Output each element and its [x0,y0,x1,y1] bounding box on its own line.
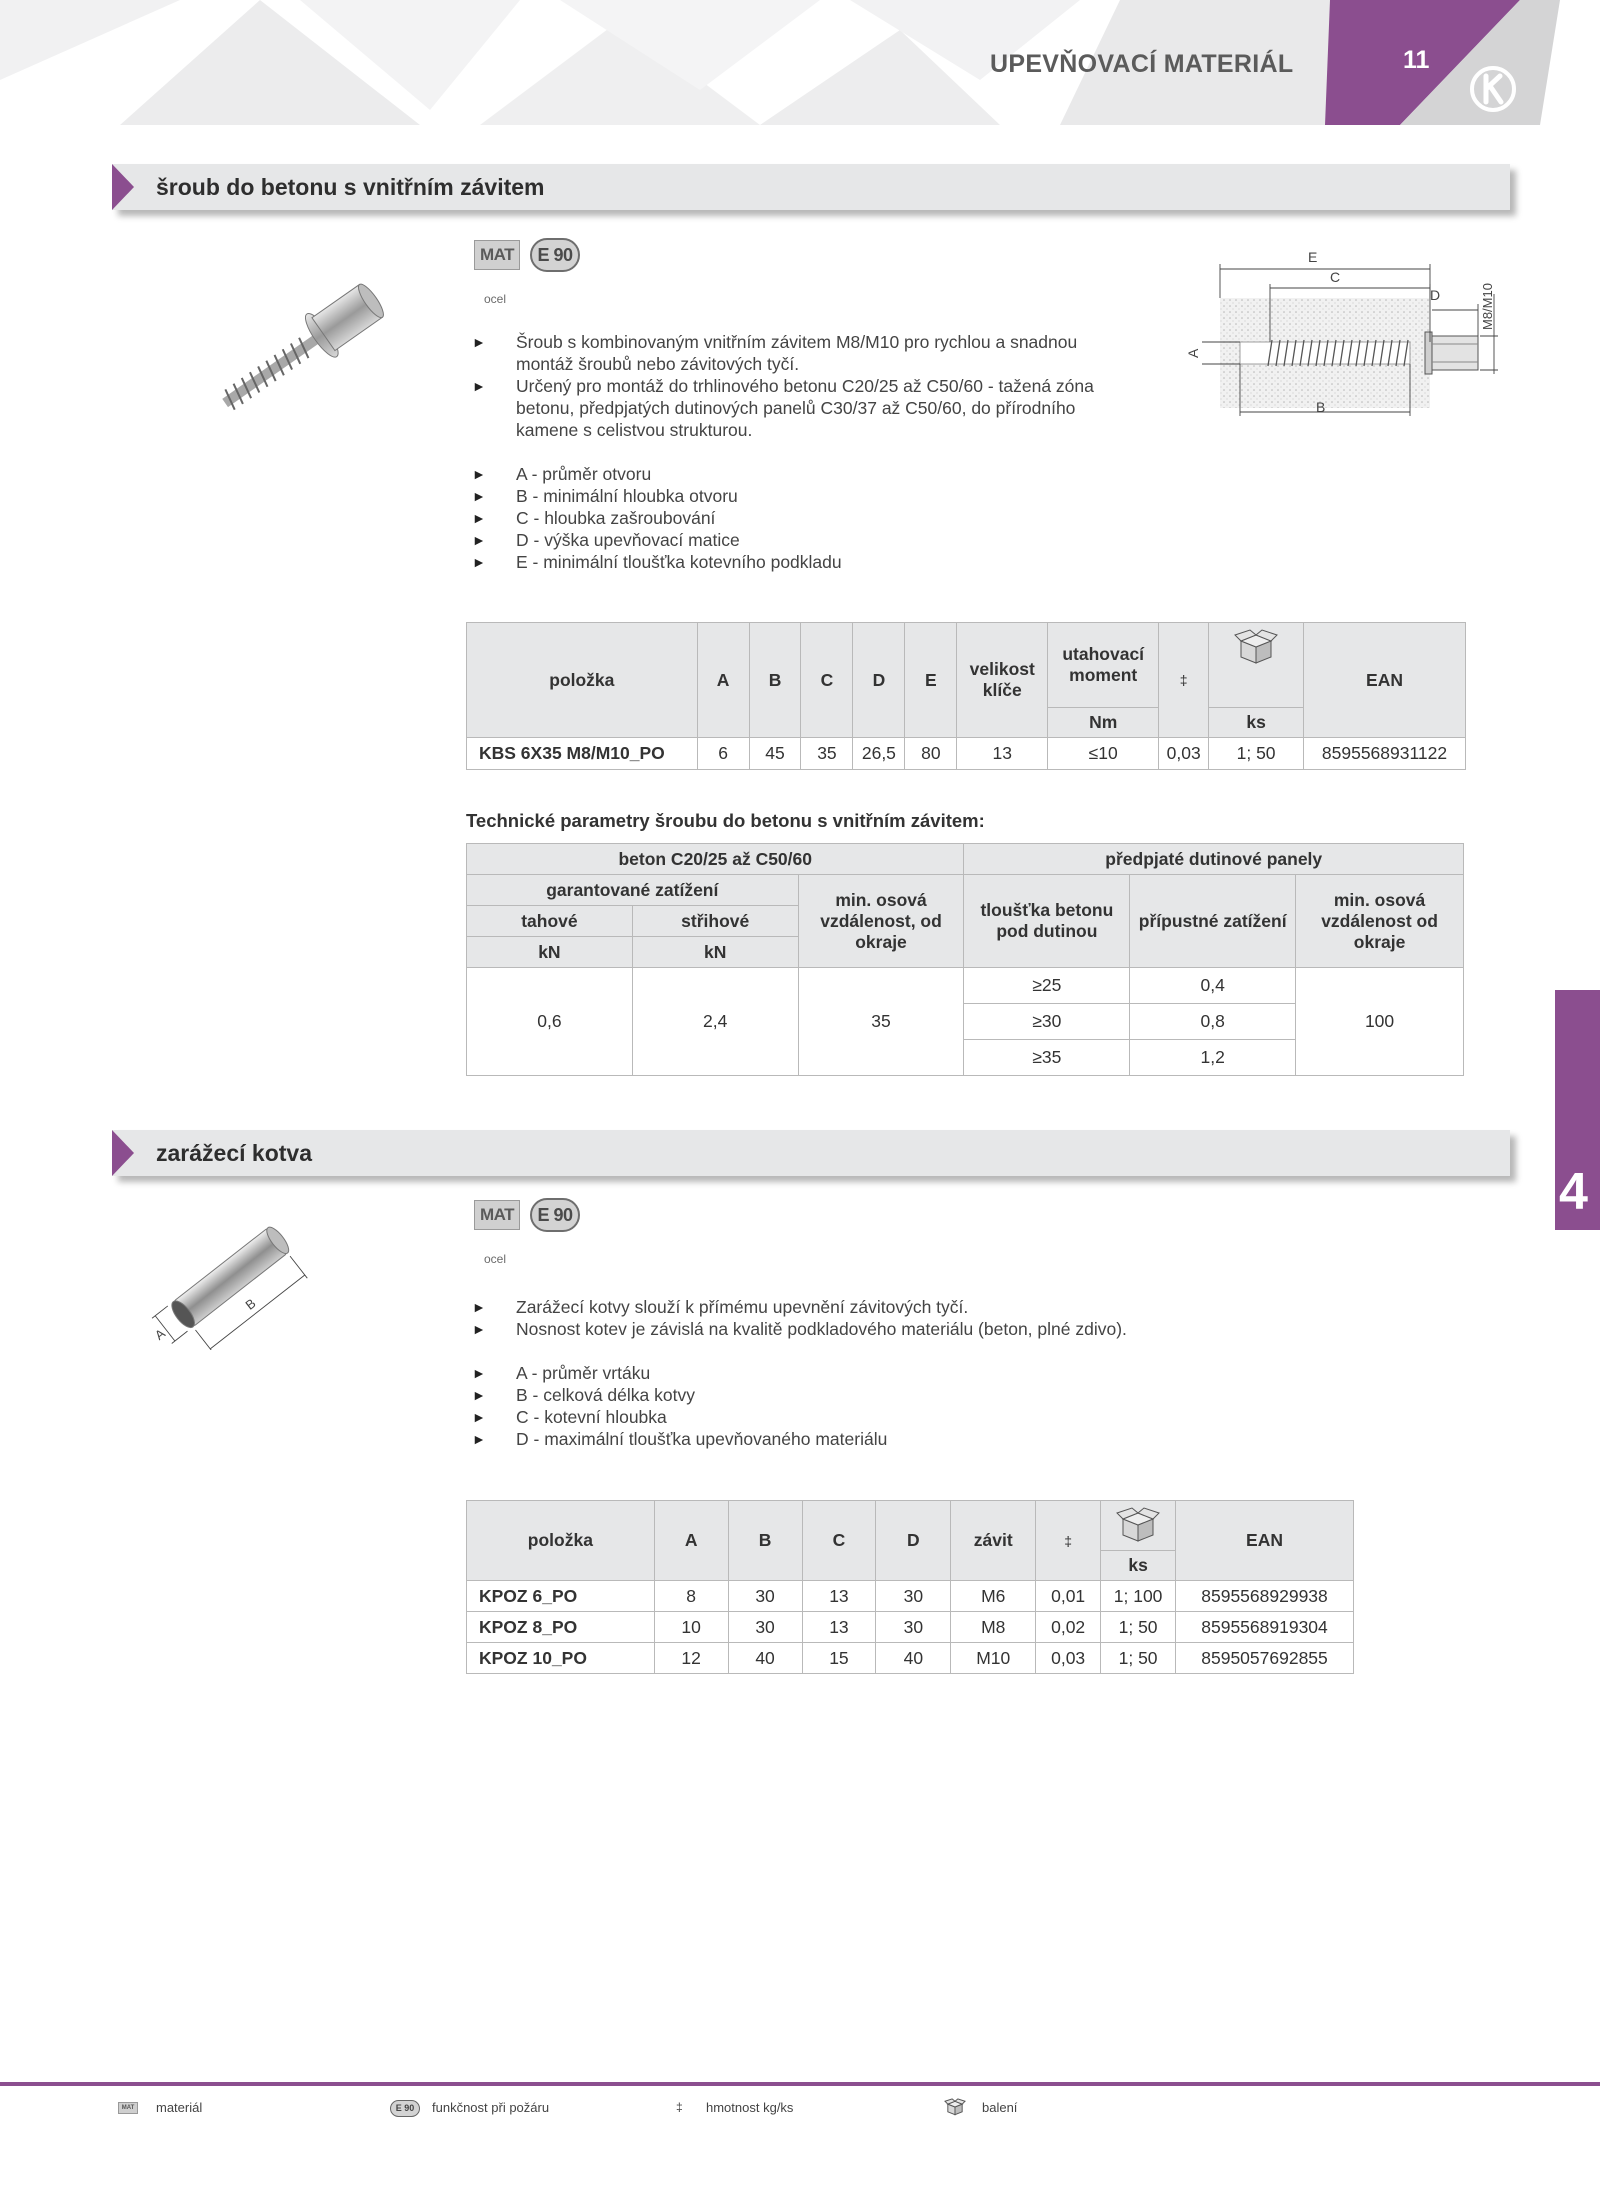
legend-item: ► C - kotevní hloubka [472,1406,1232,1428]
cell-weight: 0,03 [1159,738,1209,770]
diagram-label-thread: M8/M10 [1480,283,1495,330]
header-shear: střihové [632,906,798,937]
col-header-torque: utahovací moment [1048,623,1159,708]
cell-ean: 8595568931122 [1304,738,1466,770]
section-arrow [112,1130,134,1176]
legend-item: ► C - hloubka zašroubování [472,507,1152,529]
col-header-a: A [654,1501,728,1581]
description-list [472,331,1152,441]
table-row [467,1581,1354,1612]
section-arrow [112,164,134,210]
legend-item: ► D - maximální tloušťka upevňovaného materiálu [472,1428,1232,1450]
cell-pack: 1; 50 [1101,1612,1176,1643]
cell-tensile-value: 0,6 [467,968,633,1076]
legend-item: ► B - celková délka kotvy [472,1384,1232,1406]
description-item: ► Určený pro montáž do trhlinového betonu C20/25 až C50/60 - tažená zóna betonu, předpjatých dutinových panelů C30/37 až C50/60, do přírodního kamene s celistvou strukturou. [472,375,1152,441]
screw-dimension-diagram [1180,244,1510,429]
col-header-ean: EAN [1176,1501,1354,1581]
cell-item: KPOZ 8_PO [467,1612,655,1643]
col-header-pack [1101,1501,1176,1551]
box-icon [944,2098,966,2116]
cell-a: 6 [697,738,749,770]
box-icon [1115,1507,1161,1543]
product-table-anchor [466,1500,1354,1674]
header-unit-shear: kN [632,937,798,968]
table-row [467,1643,1354,1674]
cell-pack: 1; 50 [1209,738,1304,770]
section-bar [112,1130,1510,1176]
page-number: 11 [1403,46,1430,74]
cell-thread: M10 [951,1643,1036,1674]
footer-divider [0,2082,1600,2086]
cell-a: 10 [654,1612,728,1643]
cell-c: 35 [801,738,853,770]
legend-item: ► A - průměr vrtáku [472,1362,1232,1384]
anchor-label-b: B [242,1295,259,1313]
cell-pack: 1; 50 [1101,1643,1176,1674]
cell-min-axial-2-value: 100 [1296,968,1464,1076]
col-header-e: E [905,623,957,738]
legend-item: ► A - průměr otvoru [472,463,1152,485]
section-header-screw [112,164,1510,210]
chapter-tab [1555,990,1600,1230]
cell-d: 30 [876,1612,951,1643]
cell-b: 40 [728,1643,802,1674]
cell-torque: ≤10 [1048,738,1159,770]
col-header-c: C [801,623,853,738]
description-item: ► Šroub s kombinovaným vnitřním závitem M8/M10 pro rychlou a snadnou montáž šroubů nebo závitových tyčí. [472,331,1152,375]
header-title: UPEVŇOVACÍ MATERIÁL [990,50,1294,78]
cell-key: 13 [957,738,1048,770]
cell-b: 30 [728,1581,802,1612]
legend-label-weight: hmotnost kg/ks [706,2100,794,2115]
cell-d: 30 [876,1581,951,1612]
cell-item: KBS 6X35 M8/M10_PO [467,738,698,770]
col-header-pack-unit: ks [1101,1551,1176,1581]
tech-params-table [466,843,1464,1076]
cell-ean: 8595568929938 [1176,1581,1354,1612]
col-header-a: A [697,623,749,738]
cell-item: KPOZ 10_PO [467,1643,655,1674]
chapter-number: 4 [1559,1163,1588,1221]
col-header-thread: závit [951,1501,1036,1581]
col-header-d: D [876,1501,951,1581]
material-badge: MAT [474,240,520,270]
page-header [0,0,1600,125]
cell-load: 1,2 [1130,1040,1296,1076]
cell-weight: 0,02 [1036,1612,1101,1643]
header-min-axial-2: min. osová vzdálenost od okraje [1296,875,1464,968]
cell-shear-value: 2,4 [632,968,798,1076]
product-table-screw [466,622,1466,770]
cell-c: 13 [802,1581,876,1612]
description-item: ► Nosnost kotev je závislá na kvalitě podkladového materiálu (beton, plné zdivo). [472,1318,1232,1340]
section-title: šroub do betonu s vnitřním závitem [156,174,545,200]
col-header-pack [1209,623,1304,708]
section-title: zarážecí kotva [156,1140,312,1166]
col-header-d: D [853,623,905,738]
diagram-label-a: A [1185,348,1201,358]
col-header-pack-unit: ks [1209,708,1304,738]
col-header-c: C [802,1501,876,1581]
cell-load: 0,4 [1130,968,1296,1004]
cell-b: 30 [728,1612,802,1643]
fire-rating-badge: E 90 [530,1198,580,1232]
anchor-product-image [135,1200,335,1350]
cell-weight: 0,03 [1036,1643,1101,1674]
section-header-anchor [112,1130,1510,1176]
legend-label-fire: funkčnost při požáru [432,2100,550,2115]
material-badge: MAT [474,1200,520,1230]
material-legend-icon: MAT [118,2102,138,2114]
tech-params-caption: Technické parametry šroubu do betonu s vnitřním závitem: [466,810,985,831]
group-header-panels: předpjaté dutinové panely [964,844,1464,875]
diagram-label-e: E [1308,249,1318,265]
dimension-legend-list [472,463,1152,573]
fire-rating-badge: E 90 [530,238,580,272]
header-min-axial-1: min. osová vzdálenost, od okraje [798,875,964,968]
col-header-item: položka [467,623,698,738]
table-row [467,1612,1354,1643]
col-header-item: položka [467,1501,655,1581]
header-background [0,0,1600,125]
fire-legend-icon: E 90 [390,2100,420,2117]
cell-thickness: ≥25 [964,968,1130,1004]
box-icon [1233,629,1279,665]
cell-thickness: ≥30 [964,1004,1130,1040]
cell-d: 40 [876,1643,951,1674]
cell-ean: 8595568919304 [1176,1612,1354,1643]
cell-b: 45 [749,738,801,770]
header-tensile: tahové [467,906,633,937]
material-label: ocel [484,292,507,306]
col-header-torque-unit: Nm [1048,708,1159,738]
header-guaranteed-load: garantované zatížení [467,875,799,906]
cell-load: 0,8 [1130,1004,1296,1040]
anchor-label-a: A [151,1325,168,1343]
cell-a: 12 [654,1643,728,1674]
cell-c: 13 [802,1612,876,1643]
cell-a: 8 [654,1581,728,1612]
cell-item: KPOZ 6_PO [467,1581,655,1612]
header-unit-tensile: kN [467,937,633,968]
diagram-label-b: B [1316,399,1326,415]
col-header-weight: ‡ [1159,623,1209,738]
material-label: ocel [484,1252,507,1266]
legend-item: ► D - výška upevňovací matice [472,529,1152,551]
logo-icon [1468,64,1518,114]
description-list [472,1296,1232,1340]
cell-min-axial-1-value: 35 [798,968,964,1076]
col-header-key-size: velikost klíče [957,623,1048,738]
dimension-legend-list [472,1362,1232,1450]
table-row [467,738,1466,770]
weight-legend-icon: ‡ [676,2100,683,2114]
header-thickness: tloušťka betonu pod dutinou [964,875,1130,968]
cell-thread: M8 [951,1612,1036,1643]
cell-thread: M6 [951,1581,1036,1612]
legend-label-packaging: balení [982,2100,1018,2115]
col-header-weight: ‡ [1036,1501,1101,1581]
diagram-label-c: C [1330,269,1341,285]
legend-item: ► E - minimální tloušťka kotevního podkladu [472,551,1152,573]
cell-thickness: ≥35 [964,1040,1130,1076]
cell-e: 80 [905,738,957,770]
legend-item: ► B - minimální hloubka otvoru [472,485,1152,507]
cell-pack: 1; 100 [1101,1581,1176,1612]
cell-d: 26,5 [853,738,905,770]
col-header-b: B [728,1501,802,1581]
diagram-label-d: D [1430,287,1441,303]
cell-ean: 8595057692855 [1176,1643,1354,1674]
legend-label-material: materiál [156,2100,203,2115]
col-header-ean: EAN [1304,623,1466,738]
cell-weight: 0,01 [1036,1581,1101,1612]
description-item: ► Zarážecí kotvy slouží k přímému upevnění závitových tyčí. [472,1296,1232,1318]
group-header-concrete: beton C20/25 až C50/60 [467,844,964,875]
col-header-b: B [749,623,801,738]
screw-product-image [190,268,410,438]
header-allowed-load: přípustné zatížení [1130,875,1296,968]
cell-c: 15 [802,1643,876,1674]
